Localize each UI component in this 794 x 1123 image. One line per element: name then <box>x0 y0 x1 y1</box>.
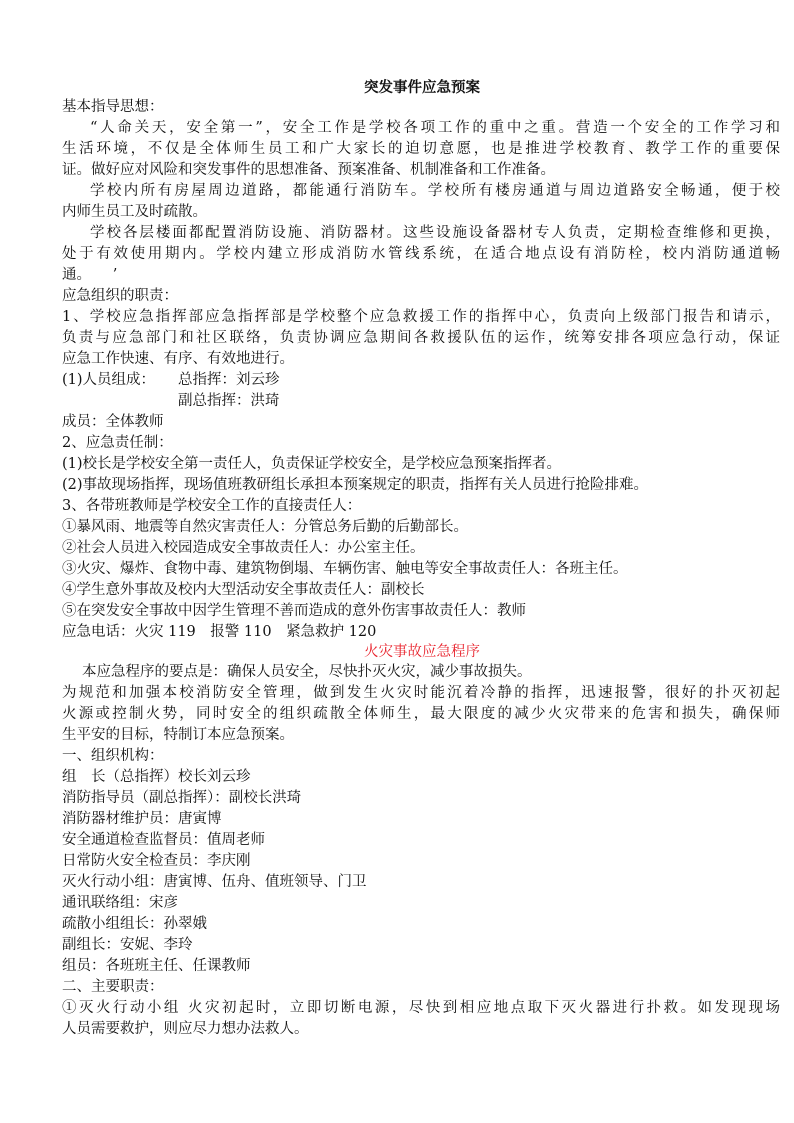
heading-responsibility: 2、应急责任制： <box>62 435 173 451</box>
list-item: 灭火行动小组：唐寅博、伍舟、值班领导、门卫 <box>62 874 367 890</box>
heading-organization: 一、组织机构： <box>62 748 164 764</box>
list-item: 通讯联络组：宋彦 <box>62 895 178 911</box>
list-item: 组员：各班班主任、任课教师 <box>62 958 251 974</box>
paragraph-line: “人命关天，安全第一”，安全工作是学校各项工作的重中之重。营造一个安全的工作学习和 <box>90 120 780 136</box>
paragraph-line: 为规范和加强本校消防安全管理，做到发生火灾时能沉着冷静的指挥，迅速报警，很好的扑灭初起 <box>62 685 780 701</box>
heading-teachers: 3、各带班教师是学校安全工作的直接责任人： <box>62 498 362 514</box>
list-item: ②社会人员进入校园造成安全事故责任人：办公室主任。 <box>62 540 425 556</box>
paragraph-line: 通。 ’ <box>62 267 118 283</box>
paragraph-line: 人员需要救护，则应尽力想办法救人。 <box>62 1021 309 1037</box>
emergency-phones: 应急电话：火灾 119 报警 110 紧急救护 120 <box>62 624 377 640</box>
document-title: 突发事件应急预案 <box>364 79 480 96</box>
members: 成员：全体教师 <box>62 414 164 430</box>
paragraph-line: 本应急程序的要点是：确保人员安全，尽快扑灭火灾，减少事故损失。 <box>82 664 532 680</box>
document-page <box>62 78 782 1040</box>
paragraph-line: 证。做好应对风险和突发事件的思想准备、预案准备、机制准备和工作准备。 <box>62 162 555 178</box>
list-item: ④学生意外事故及校内大型活动安全事故责任人：副校长 <box>62 582 425 598</box>
list-item: 安全通道检查监督员：值周老师 <box>62 832 265 848</box>
paragraph-line: 内师生员工及时疏散。 <box>62 204 207 220</box>
list-item: ①暴风雨、地震等自然灾害责任人：分管总务后勤的后勤部长。 <box>62 519 468 535</box>
heading-org-duties: 应急组织的职责： <box>62 288 178 304</box>
list-item: ⑤在突发安全事故中因学生管理不善而造成的意外伤害事故责任人：教师 <box>62 603 526 619</box>
list-item: 消防指导员（副总指挥）：副校长洪琦 <box>62 790 302 806</box>
paragraph-line: 处于有效使用期内。学校内建立形成消防水管线系统，在适合地点设有消防栓，校内消防通道畅 <box>62 246 780 262</box>
heading-main-duties: 二、主要职责： <box>62 979 164 995</box>
paragraph-line: 生平安的目标，特制订本应急预案。 <box>62 727 294 743</box>
paragraph-line: 生活环境，不仅是全体师生员工和广大家长的迫切意愿，也是推进学校教育、教学工作的重要保 <box>62 141 780 157</box>
commander: 总指挥：刘云珍 <box>178 372 280 388</box>
paragraph-line: 1、学校应急指挥部应急指挥部是学校整个应急救援工作的指挥中心，负责向上级部门报告和请示， <box>62 309 780 325</box>
list-item: (2)事故现场指挥，现场值班教研组长承担本预案规定的职责，指挥有关人员进行抢险排难。 <box>62 477 649 493</box>
paragraph-line: 学校内所有房屋周边道路，都能通行消防车。学校所有楼房通道与周边道路安全畅通，便于校 <box>90 183 780 199</box>
list-item: (1)校长是学校安全第一责任人，负责保证学校安全，是学校应急预案指挥者。 <box>62 456 562 472</box>
paragraph-line: ①灭火行动小组 火灾初起时，立即切断电源，尽快到相应地点取下灭火器进行扑救。如发现现场 <box>62 1000 780 1016</box>
paragraph-line: 应急工作快速、有序、有效地进行。 <box>62 351 294 367</box>
paragraph-line: 负责与应急部门和社区联络，负责协调应急期间各救援队伍的运作，统筹安排各项应急行动，保证 <box>62 330 780 346</box>
list-item: 消防器材维护员：唐寅博 <box>62 811 222 827</box>
paragraph-line: 火源或控制火势，同时安全的组织疏散全体师生，最大限度的减少火灾带来的危害和损失，确保师 <box>62 706 780 722</box>
paragraph-line: 学校各层楼面都配置消防设施、消防器材。这些设施设备器材专人负责，定期检查维修和更换， <box>90 225 780 241</box>
list-item: 副组长：安妮、李玲 <box>62 937 193 953</box>
heading-guiding-thought: 基本指导思想： <box>62 99 164 115</box>
list-item: 日常防火安全检查员：李庆刚 <box>62 853 251 869</box>
personnel-label: (1)人员组成： <box>62 372 156 388</box>
list-item: 疏散小组组长：孙翠娥 <box>62 916 207 932</box>
deputy-commander: 副总指挥：洪琦 <box>178 393 280 409</box>
list-item: 组 长（总指挥）校长刘云珍 <box>62 769 251 785</box>
list-item: ③火灾、爆炸、食物中毒、建筑物倒塌、车辆伤害、触电等安全事故责任人：各班主任。 <box>62 561 628 577</box>
fire-section-title: 火灾事故应急程序 <box>364 644 480 660</box>
personnel-row <box>62 370 782 391</box>
